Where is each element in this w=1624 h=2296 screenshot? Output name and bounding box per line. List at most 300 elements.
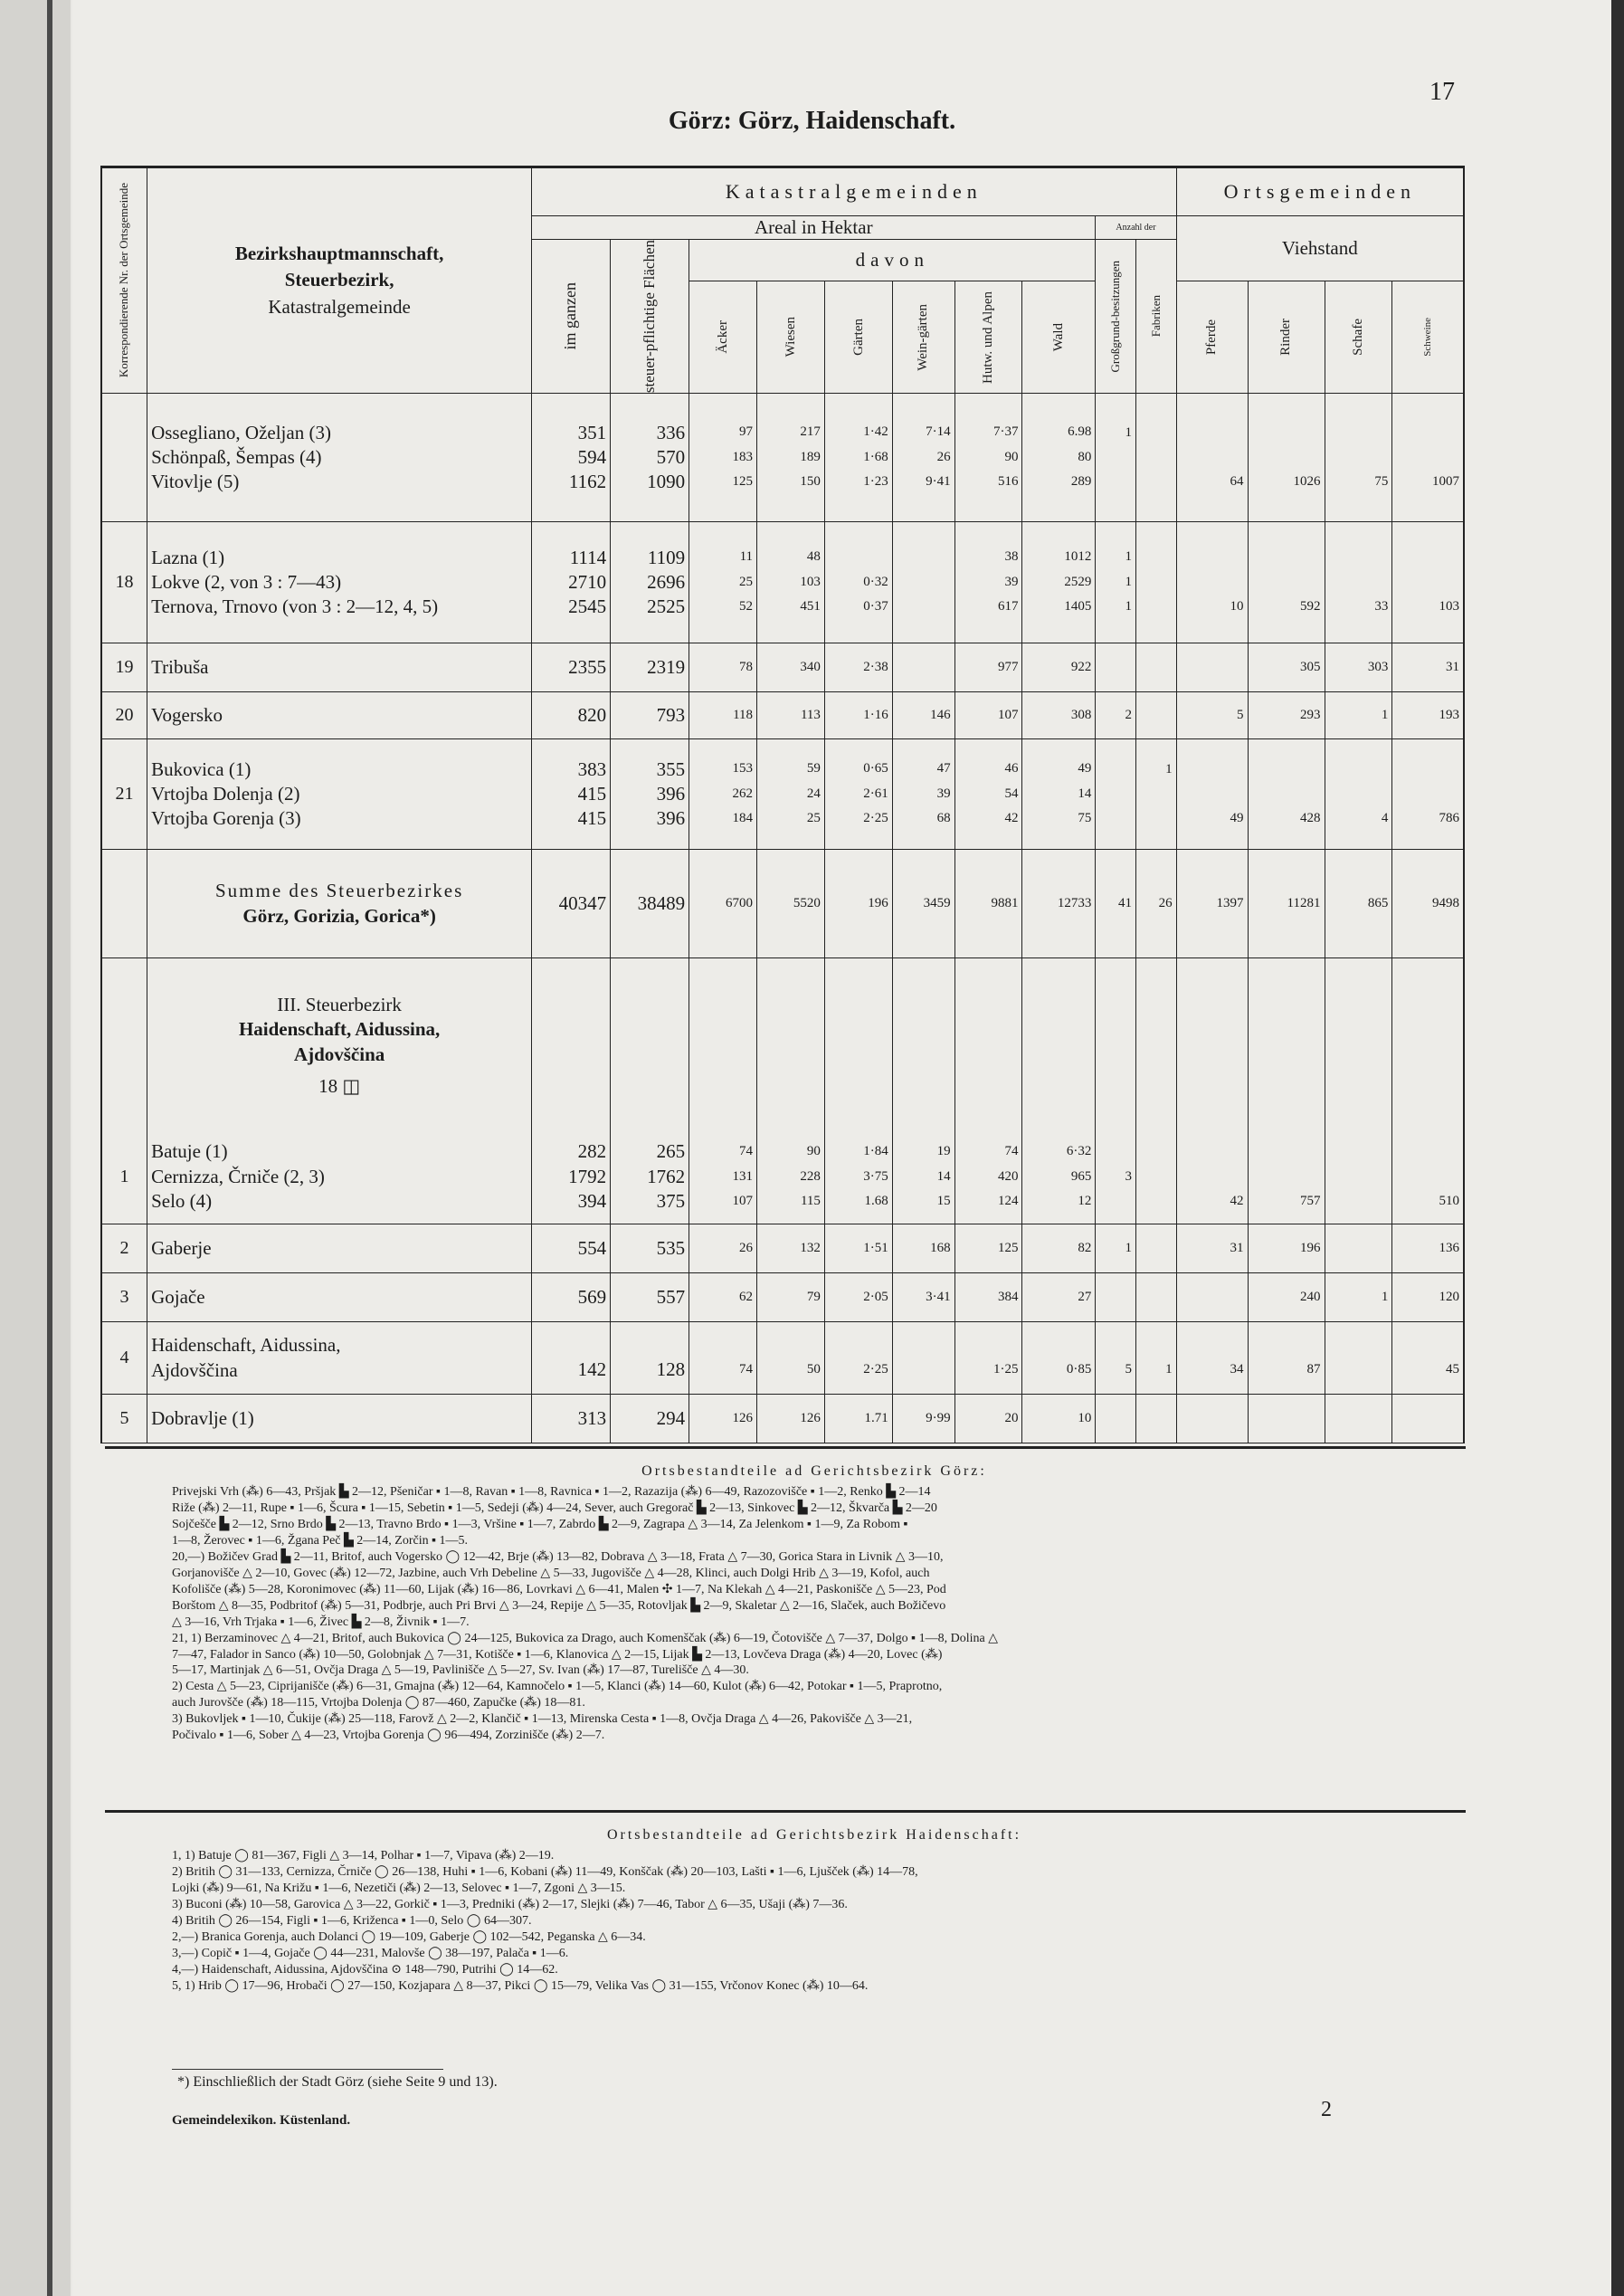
- section-court-mark: 18 ◫: [318, 1075, 361, 1098]
- row-number: 2: [101, 1224, 147, 1273]
- value-ganzen: [536, 1333, 606, 1358]
- cell-wiesen: [757, 1130, 825, 1224]
- value-steuer: 128: [656, 1358, 686, 1381]
- value-pferde: 5: [1237, 707, 1244, 722]
- cell-fab: [1135, 1130, 1176, 1224]
- page-number: 17: [1429, 78, 1455, 106]
- value-gross: 1: [1125, 549, 1132, 565]
- cell-wiesen: [757, 394, 825, 522]
- value-wald: 82: [1078, 1240, 1092, 1255]
- value-acker: [693, 1333, 753, 1358]
- note-line: auch Jurovšče (⁂) 18—115, Vrtojba Dolenja ◯ 87—460, Zapučke (⁂) 18—81.: [172, 1696, 585, 1710]
- value-gaerten: [829, 1333, 888, 1358]
- table-row: [101, 739, 1464, 850]
- value-wald: 2529: [1064, 574, 1092, 589]
- cell-rinder: [1248, 739, 1325, 850]
- col-district-line2: Steuerbezirk,: [284, 269, 394, 291]
- value-rinder: 240: [1300, 1289, 1321, 1304]
- value-wald: 12: [1078, 1194, 1092, 1209]
- value-gross: 1: [1125, 574, 1132, 589]
- cell-pferde: [1176, 394, 1248, 522]
- value-pferde: [1181, 1406, 1244, 1431]
- value-ganzen: 415: [577, 782, 607, 805]
- value-schafe: [1329, 1358, 1389, 1383]
- cell-fab: [1135, 394, 1176, 522]
- value-gaerten: 1·16: [863, 707, 888, 722]
- footer-source: Gemeindelexikon. Küstenland.: [172, 2113, 351, 2128]
- value-acker: 97: [739, 424, 754, 440]
- community-name: Vogersko: [151, 703, 223, 726]
- value-steuer: 375: [656, 1190, 686, 1213]
- cell-ganzen: [532, 394, 611, 522]
- value-pferde: 10: [1230, 598, 1244, 614]
- value-gaerten: 2·25: [863, 811, 888, 826]
- section-title: III. Steuerbezirk: [277, 994, 402, 1016]
- value-pferde: 64: [1230, 473, 1244, 489]
- value-ganzen: 554: [577, 1236, 607, 1259]
- value-ganzen: 351: [577, 421, 607, 443]
- community-name: Vitovlje (5): [151, 471, 240, 493]
- value-hutw: 90: [1004, 449, 1019, 464]
- cell-wiesen: [757, 522, 825, 643]
- notes-gerichtsbezirk-haidenschaft: [172, 1826, 1457, 1995]
- value-acker: 126: [732, 1410, 754, 1425]
- cell-rinder: [1248, 394, 1325, 522]
- value-wiesen: 24: [806, 786, 821, 801]
- value-hutw: 74: [1004, 1144, 1019, 1159]
- cell-fab: [1135, 643, 1176, 692]
- cell-schafe: [1325, 1224, 1392, 1273]
- note-line: 20,—) Božičev Grad ▙ 2—11, Britof, auch Vogersko ◯ 12—42, Brje (⁂) 13—82, Dobrava △ 3—18, Frata △ 7—30, Gorica Stara in Livnik △ 3—10,: [172, 1550, 944, 1565]
- value-wiesen: 228: [800, 1168, 821, 1184]
- value-wiesen: 79: [806, 1289, 821, 1304]
- value-hutw: 977: [997, 659, 1019, 674]
- cell-acker: [689, 1322, 757, 1395]
- community-name: Schönpaß, Šempas (4): [151, 445, 322, 468]
- col-katastral-header: Katastralgemeinden: [532, 167, 1176, 216]
- value-acker: 52: [739, 599, 754, 614]
- value-wein: 47: [936, 761, 951, 776]
- value-ganzen: 1792: [568, 1165, 607, 1187]
- cell-steuer: [611, 643, 689, 692]
- community-names: [147, 1224, 532, 1273]
- summe-hutw: 9881: [954, 850, 1022, 958]
- value-schweine: 103: [1439, 598, 1459, 614]
- cell-wald: [1022, 1395, 1096, 1443]
- value-rinder: 305: [1300, 659, 1321, 674]
- note-line: Kofolišče (⁂) 5—28, Koronimovec (⁂) 11—60, Lijak (⁂) 16—86, Lovrkavi △ 6—41, Malen ✣ 1—7, Na Klekah △ 4—21, Paskonišče △ 5—23, Pod: [172, 1582, 946, 1596]
- value-steuer: 535: [656, 1236, 686, 1259]
- cell-wald: [1022, 1322, 1096, 1395]
- value-wald: 1012: [1064, 549, 1092, 565]
- value-pferde: [1181, 1333, 1244, 1358]
- value-schweine: [1396, 546, 1459, 570]
- value-wein: 168: [930, 1240, 951, 1255]
- cell-wein: [892, 1273, 954, 1322]
- value-fab: [1140, 1285, 1173, 1310]
- note-line: Riže (⁂) 2—11, Rupe ▪ 1—6, Šcura ▪ 1—15, Sebetin ▪ 1—5, Sedeji (⁂) 4—24, Sever, auch Gregorač ▙ 2—13, Sinkovec ▙ 2—12, Škvarča ▙ 2—20: [172, 1501, 937, 1516]
- value-schweine: 1007: [1432, 473, 1459, 489]
- value-schafe: 1: [1381, 1289, 1389, 1304]
- value-rinder: [1252, 421, 1321, 445]
- value-gross: [1099, 1406, 1132, 1431]
- cell-schafe: [1325, 394, 1392, 522]
- value-fab: [1140, 546, 1173, 570]
- value-ganzen: 2355: [568, 655, 607, 678]
- note-line: 4,—) Haidenschaft, Aidussina, Ajdovščina ⊙ 148—790, Putrihi ◯ 14—62.: [172, 1962, 558, 1977]
- cell-ganzen: [532, 1395, 611, 1443]
- value-gross: [1099, 782, 1132, 806]
- value-gross: [1099, 806, 1132, 831]
- cell-fab: [1135, 692, 1176, 739]
- scan-edge: [0, 0, 71, 2296]
- value-gaerten: 2·61: [863, 786, 888, 801]
- value-steuer: 1090: [647, 471, 686, 493]
- cell-hutw: [954, 394, 1022, 522]
- footer-sheet-number: 2: [1321, 2098, 1332, 2121]
- value-fab: [1140, 470, 1173, 494]
- cell-wein: [892, 643, 954, 692]
- cell-schweine: [1392, 739, 1464, 850]
- notes1-title: Ortsbestandteile ad Gerichtsbezirk Görz:: [641, 1463, 987, 1479]
- cell-steuer: [611, 1395, 689, 1443]
- col-rinder: Rinder: [1278, 319, 1294, 356]
- table-row: [101, 1224, 1464, 1273]
- cell-schweine: [1392, 643, 1464, 692]
- note-line: 5, 1) Hrib ◯ 17—96, Hrobači ◯ 27—150, Kozjapara △ 8—37, Pikci ◯ 15—79, Velika Vas ◯ 31—155, Vrčonov Konec (⁂) 10—64.: [172, 1978, 869, 1993]
- table-row: [101, 1322, 1464, 1395]
- cell-wein: [892, 739, 954, 850]
- value-hutw: 107: [997, 707, 1019, 722]
- value-rinder: 87: [1306, 1362, 1321, 1377]
- value-rinder: 1026: [1293, 473, 1321, 489]
- value-wiesen: 217: [800, 424, 821, 440]
- value-steuer: 355: [656, 757, 686, 780]
- value-hutw: 125: [997, 1240, 1019, 1255]
- value-steuer: 2319: [647, 655, 686, 678]
- value-ganzen: 2545: [568, 595, 607, 618]
- value-rinder: 428: [1300, 810, 1321, 825]
- value-steuer: 396: [656, 807, 686, 830]
- cell-steuer: [611, 1322, 689, 1395]
- value-steuer: 2525: [647, 595, 686, 618]
- table-row: [101, 692, 1464, 739]
- value-schafe: [1329, 445, 1389, 470]
- cell-schafe: [1325, 739, 1392, 850]
- cell-hutw: [954, 522, 1022, 643]
- cell-wein: [892, 1395, 954, 1443]
- cell-wiesen: [757, 692, 825, 739]
- cell-wein: [892, 394, 954, 522]
- value-fab: [1140, 1333, 1173, 1358]
- summe-schweine: 9498: [1392, 850, 1464, 958]
- page-title: Görz: Görz, Haidenschaft.: [668, 107, 956, 135]
- value-gaerten: 0·37: [863, 599, 888, 614]
- col-acker: Äcker: [715, 320, 730, 354]
- value-steuer: [614, 1333, 685, 1358]
- value-wiesen: 340: [800, 659, 821, 674]
- cell-gross: [1096, 692, 1136, 739]
- value-wein: 68: [936, 811, 951, 826]
- value-acker: 183: [732, 449, 754, 464]
- cell-pferde: [1176, 522, 1248, 643]
- col-schafe: Schafe: [1351, 319, 1366, 356]
- right-border: [1611, 0, 1624, 2296]
- value-steuer: 1109: [647, 546, 686, 568]
- value-wiesen: 50: [806, 1362, 821, 1377]
- note-line: 3) Bukovljek ▪ 1—10, Čukije (⁂) 25—118, Farovž △ 2—2, Klančič ▪ 1—13, Mirenska Cesta ▪ 1—8, Ovčja Draga △ 4—26, Pakovišče △ 3—21,: [172, 1712, 913, 1727]
- note-line: △ 3—16, Vrh Trjaka ▪ 1—6, Živec ▙ 2—8, Živnik ▪ 1—7.: [172, 1615, 470, 1629]
- cell-wiesen: [757, 1395, 825, 1443]
- cell-rinder: [1248, 1395, 1325, 1443]
- community-names: [147, 1130, 532, 1224]
- cell-hutw: [954, 739, 1022, 850]
- cell-pferde: [1176, 1224, 1248, 1273]
- cell-wald: [1022, 522, 1096, 643]
- value-schweine: 136: [1439, 1240, 1459, 1255]
- summe-district: Görz, Gorizia, Gorica*): [242, 904, 436, 927]
- value-hutw: 38: [1004, 549, 1019, 565]
- summe-steuer: 38489: [611, 850, 689, 958]
- summe-wein: 3459: [892, 850, 954, 958]
- community-names: [147, 394, 532, 522]
- cell-wiesen: [757, 1322, 825, 1395]
- cell-rinder: [1248, 522, 1325, 643]
- col-district-line3: Katastralgemeinde: [268, 295, 411, 318]
- value-schweine: 120: [1439, 1289, 1459, 1304]
- col-nr-header: Korrespondierende Nr. der Ortsgemeinde: [117, 183, 131, 378]
- value-wiesen: 48: [806, 549, 821, 565]
- note-line: 1—8, Žerovec ▪ 1—6, Žgana Peč ▙ 2—14, Zorčin ▪ 1—5.: [172, 1534, 469, 1548]
- value-wald: 0·85: [1066, 1362, 1092, 1377]
- value-rinder: [1252, 1165, 1321, 1189]
- value-gaerten: 0·32: [863, 574, 888, 589]
- value-wein: 3·41: [926, 1289, 951, 1304]
- cell-fab: [1135, 739, 1176, 850]
- value-wald: [1026, 1333, 1091, 1358]
- col-district-line1: Bezirkshauptmannschaft,: [234, 242, 444, 264]
- value-schafe: [1329, 421, 1389, 445]
- note-line: Gorjanovišče △ 2—10, Govec (⁂) 12—72, Jazbine, auch Vrh Debeline △ 5—33, Jugovišče △ 4—28, Klinci, auch Dolgi Hrib △ 3—19, Kofol, auch: [172, 1567, 930, 1580]
- cell-wald: [1022, 1130, 1096, 1224]
- value-schafe: [1329, 1165, 1389, 1189]
- summe-pferde: 1397: [1176, 850, 1248, 958]
- row-number: [101, 394, 147, 522]
- value-wiesen: 150: [800, 474, 821, 490]
- note-line: 1, 1) Batuje ◯ 81—367, Figli △ 3—14, Polhar ▪ 1—7, Vipava (⁂) 2—19.: [172, 1849, 555, 1863]
- cell-hutw: [954, 1224, 1022, 1273]
- community-name: Dobravlje (1): [151, 1406, 254, 1429]
- value-schweine: [1396, 570, 1459, 595]
- cell-wein: [892, 692, 954, 739]
- value-hutw: 20: [1004, 1410, 1019, 1425]
- table-row: [101, 394, 1464, 522]
- cell-gaerten: [824, 1395, 892, 1443]
- value-ganzen: 383: [577, 757, 607, 780]
- summe-wiesen: 5520: [757, 850, 825, 958]
- cell-schafe: [1325, 1322, 1392, 1395]
- cell-ganzen: [532, 739, 611, 850]
- community-name: Gojače: [151, 1285, 205, 1308]
- cell-gross: [1096, 1130, 1136, 1224]
- value-schafe: [1329, 1189, 1389, 1214]
- value-wiesen: 126: [800, 1410, 821, 1425]
- value-schafe: [1329, 570, 1389, 595]
- value-hutw: 46: [1004, 761, 1019, 776]
- cell-schafe: [1325, 1273, 1392, 1322]
- value-schafe: [1329, 1406, 1389, 1431]
- value-pferde: [1181, 421, 1244, 445]
- cell-steuer: [611, 1130, 689, 1224]
- value-fab: [1140, 421, 1173, 445]
- cell-schweine: [1392, 394, 1464, 522]
- note-line: 3) Buconi (⁂) 10—58, Garovica △ 3—22, Gorkič ▪ 1—3, Predniki (⁂) 2—17, Slejki (⁂) 7—46, Tabor △ 6—35, Ušaji (⁂) 7—36.: [172, 1898, 848, 1912]
- cell-schweine: [1392, 692, 1464, 739]
- value-gross: 5: [1125, 1362, 1132, 1377]
- value-wald: 75: [1078, 811, 1092, 826]
- cell-hutw: [954, 1395, 1022, 1443]
- community-name: Bukovica (1): [151, 757, 252, 780]
- value-wald: 14: [1078, 786, 1092, 801]
- note-line: 5—17, Martinjak △ 6—51, Ovčja Draga △ 5—19, Pavlinišče △ 5—27, Sv. Ivan (⁂) 17—87, Turelišče △ 4—30.: [172, 1663, 749, 1678]
- value-ganzen: 1162: [568, 471, 607, 493]
- cell-wiesen: [757, 643, 825, 692]
- value-schafe: [1329, 782, 1389, 806]
- value-gaerten: 1·68: [863, 449, 888, 464]
- col-schweine: Schweine: [1422, 318, 1434, 357]
- value-hutw: 124: [997, 1194, 1019, 1209]
- value-schafe: 4: [1381, 810, 1389, 825]
- value-wiesen: 451: [800, 599, 821, 614]
- cell-steuer: [611, 522, 689, 643]
- summe-rinder: 11281: [1248, 850, 1325, 958]
- summe-acker: 6700: [689, 850, 757, 958]
- value-rinder: 196: [1300, 1240, 1321, 1255]
- col-wald: Wald: [1051, 322, 1067, 352]
- value-schweine: [1396, 1333, 1459, 1358]
- value-gross: 1: [1125, 599, 1132, 614]
- value-acker: 11: [739, 549, 754, 565]
- value-hutw: 420: [997, 1168, 1019, 1184]
- binding-shadow: [47, 0, 52, 2296]
- row-number: 21: [101, 739, 147, 850]
- cell-gross: [1096, 643, 1136, 692]
- value-rinder: 293: [1300, 707, 1321, 722]
- col-anzahl-header: Anzahl der: [1096, 216, 1176, 240]
- value-schafe: [1329, 1334, 1389, 1358]
- cell-schweine: [1392, 1224, 1464, 1273]
- cell-gaerten: [824, 394, 892, 522]
- cell-wiesen: [757, 1224, 825, 1273]
- value-ganzen: 2710: [568, 570, 607, 593]
- value-rinder: [1252, 757, 1321, 782]
- value-wald: 49: [1078, 761, 1092, 776]
- value-pferde: [1181, 445, 1244, 470]
- summe-gaerten: 196: [824, 850, 892, 958]
- value-schafe: 33: [1374, 598, 1389, 614]
- note-line: Sojčešče ▙ 2—12, Srno Brdo ▙ 2—13, Travno Brdo ▪ 1—3, Vršine ▪ 1—7, Zabrdo ▙ 2—9, Zagrapa △ 3—14, Za Jelenkom ▪ 1—9, Za Robom ▪: [172, 1518, 908, 1532]
- value-schafe: 303: [1367, 659, 1389, 674]
- statistics-table: [100, 166, 1465, 1443]
- cell-ganzen: [532, 1322, 611, 1395]
- value-acker: 62: [739, 1289, 754, 1304]
- cell-gaerten: [824, 692, 892, 739]
- value-wiesen: [761, 1333, 821, 1358]
- value-steuer: 336: [656, 421, 686, 443]
- col-ortsgemeinden-header: Ortsgemeinden: [1176, 167, 1464, 216]
- value-schafe: 1: [1381, 707, 1389, 722]
- value-wein: [897, 655, 951, 680]
- value-gaerten: 2·38: [863, 659, 888, 674]
- cell-wein: [892, 1322, 954, 1395]
- value-schweine: 510: [1439, 1193, 1459, 1208]
- value-fab: 1: [1165, 761, 1173, 776]
- cell-gross: [1096, 1395, 1136, 1443]
- note-line: Privejski Vrh (⁂) 6—43, Pršjak ▙ 2—12, Pšeničar ▪ 1—8, Ravan ▪ 1—8, Ravnica ▪ 1—2, Razazija (⁂) 6—49, Razozovišče ▪ 1—2, Renko ▙ 2—14: [172, 1485, 931, 1500]
- value-fab: [1140, 445, 1173, 470]
- note-line: 2) Britih ◯ 31—133, Cernizza, Črniče ◯ 26—138, Huhi ▪ 1—6, Kobani (⁂) 11—49, Konščak (⁂) 20—103, Lašti ▪ 1—6, Ljušček (⁂) 14—78,: [172, 1865, 918, 1880]
- value-schweine: [1396, 757, 1459, 782]
- cell-ganzen: [532, 1130, 611, 1224]
- value-gross: [1099, 1189, 1132, 1214]
- notes2-title: Ortsbestandteile ad Gerichtsbezirk Haidenschaft:: [606, 1827, 1022, 1843]
- value-acker: 125: [732, 474, 754, 490]
- value-fab: [1140, 655, 1173, 680]
- value-gaerten: 2·05: [863, 1289, 888, 1304]
- value-wald: 27: [1078, 1289, 1092, 1304]
- col-viehstand-header: Viehstand: [1176, 216, 1464, 281]
- community-name: Batuje (1): [151, 1140, 228, 1163]
- value-fab: [1140, 595, 1173, 619]
- row-number: 20: [101, 692, 147, 739]
- notes-gerichtsbezirk-goerz: [172, 1462, 1457, 1744]
- value-acker: 26: [739, 1240, 754, 1255]
- value-pferde: [1181, 1165, 1244, 1189]
- value-schweine: [1396, 1406, 1459, 1431]
- value-acker: 74: [739, 1144, 754, 1159]
- value-hutw: 7·37: [992, 424, 1019, 440]
- value-wiesen: 103: [800, 574, 821, 589]
- row-number: 1: [101, 1130, 147, 1224]
- cell-fab: [1135, 1224, 1176, 1273]
- notes-divider-2: [105, 1810, 1466, 1813]
- value-pferde: [1181, 1140, 1244, 1165]
- cell-hutw: [954, 643, 1022, 692]
- value-wiesen: 113: [800, 707, 821, 722]
- value-fab: 1: [1165, 1362, 1173, 1377]
- cell-gross: [1096, 1322, 1136, 1395]
- value-schafe: 75: [1374, 473, 1389, 489]
- cell-wiesen: [757, 739, 825, 850]
- value-gross: 3: [1125, 1168, 1132, 1184]
- cell-gaerten: [824, 1273, 892, 1322]
- cell-acker: [689, 1273, 757, 1322]
- value-fab: [1140, 703, 1173, 728]
- value-wein: [897, 570, 951, 595]
- value-ganzen: 594: [577, 445, 607, 468]
- cell-acker: [689, 643, 757, 692]
- value-fab: [1140, 1140, 1173, 1165]
- value-wald: 289: [1070, 474, 1092, 490]
- cell-rinder: [1248, 1322, 1325, 1395]
- section-name1: Haidenschaft, Aidussina,: [238, 1018, 441, 1041]
- footnote-rule: [172, 2069, 443, 2070]
- summe-ganzen: 40347: [532, 850, 611, 958]
- value-gaerten: [829, 546, 888, 570]
- value-steuer: 294: [656, 1406, 686, 1429]
- value-gross: [1099, 1285, 1132, 1310]
- cell-wald: [1022, 643, 1096, 692]
